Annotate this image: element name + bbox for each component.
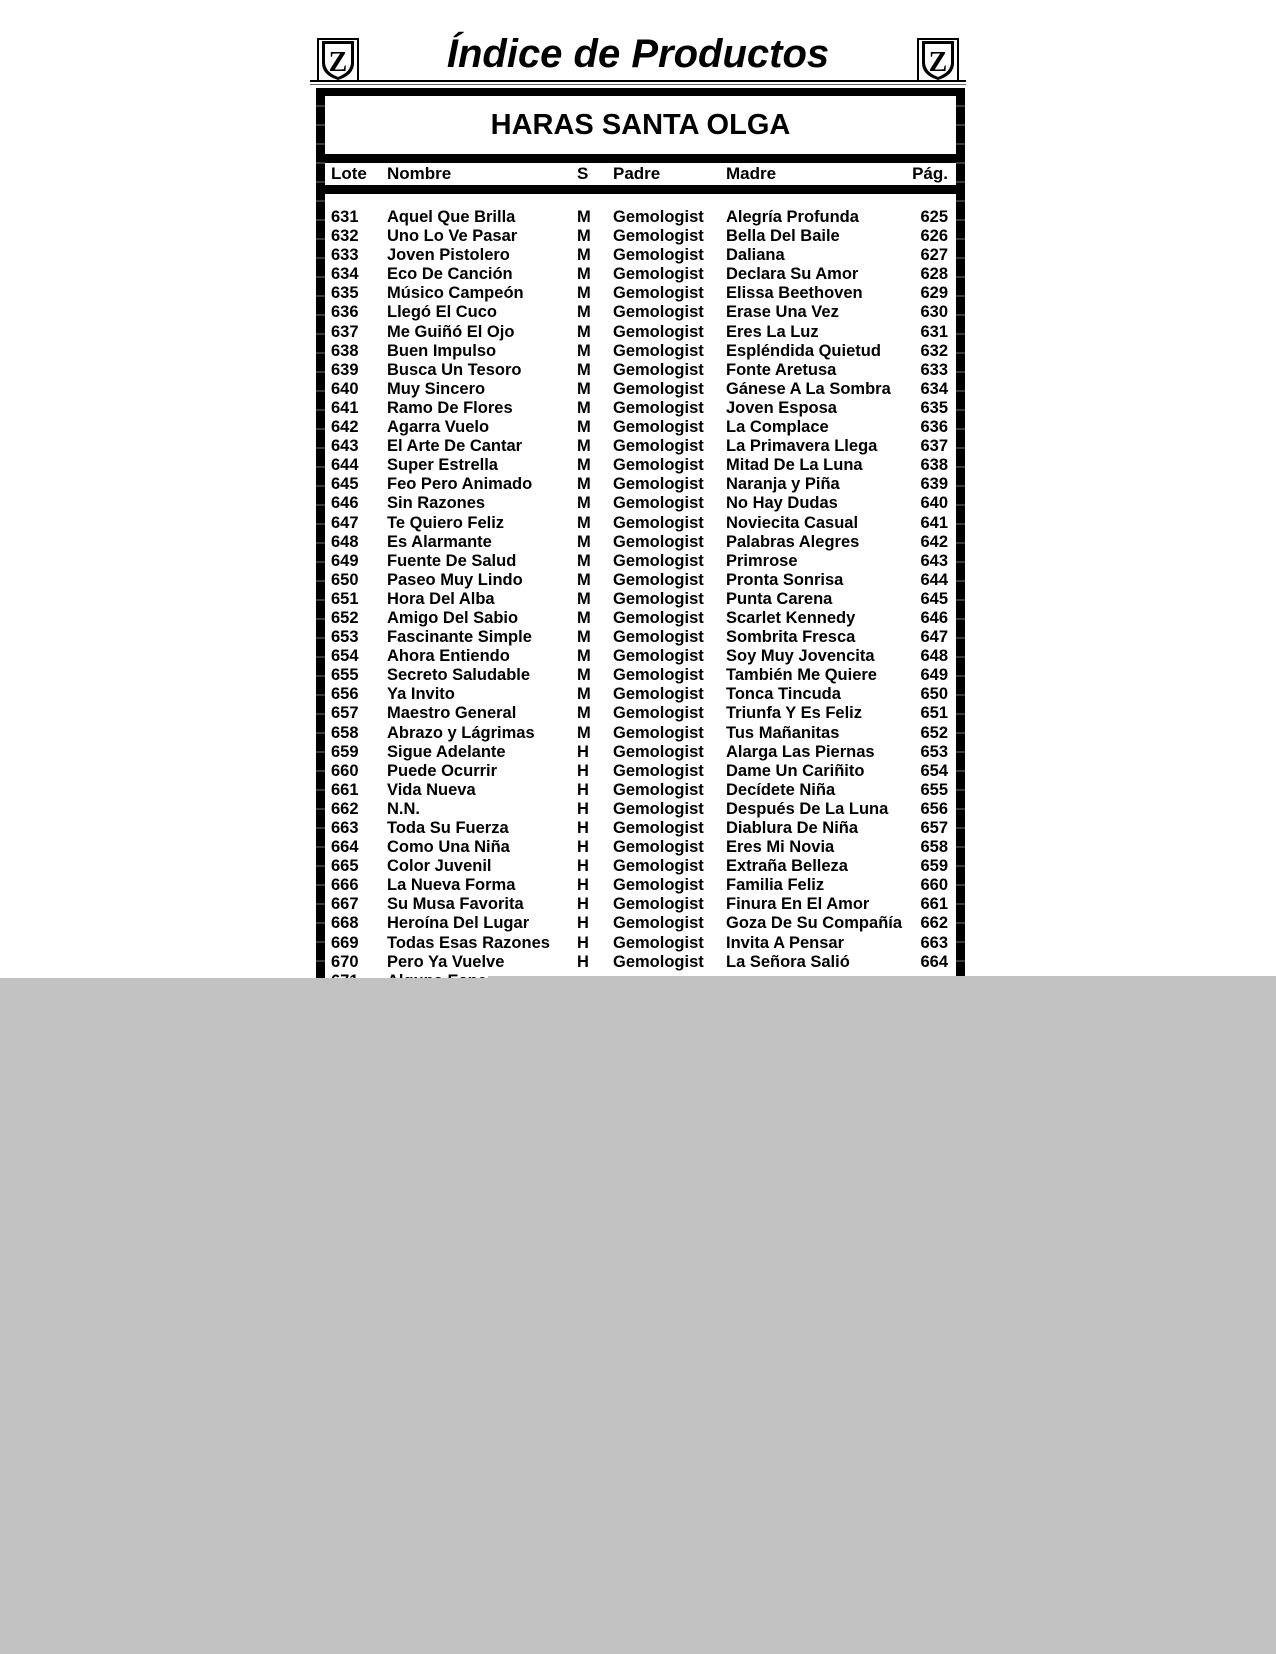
cell-padre: Gemologist bbox=[613, 398, 704, 417]
header-rule bbox=[310, 84, 966, 85]
cell-padre: Gemologist bbox=[613, 857, 704, 876]
cell-sexo: M bbox=[577, 723, 591, 742]
table-row bbox=[325, 781, 956, 800]
cell-sexo: M bbox=[577, 227, 591, 246]
table-row bbox=[325, 895, 956, 914]
cell-nombre: Todas Esas Razones bbox=[387, 933, 550, 952]
cell-madre: Scarlet Kennedy bbox=[726, 608, 856, 627]
cell-lote: 660 bbox=[331, 761, 359, 780]
cell-madre: Eres Mi Novia bbox=[726, 838, 835, 857]
cell-sexo: M bbox=[577, 570, 591, 589]
cell-nombre: Ya Invito bbox=[387, 685, 455, 704]
cell-pagina: 647 bbox=[920, 628, 948, 647]
cell-lote: 649 bbox=[331, 551, 359, 570]
cell-sexo: H bbox=[577, 742, 589, 761]
table-row bbox=[325, 533, 956, 552]
cell-lote: 644 bbox=[331, 456, 359, 475]
table-row bbox=[325, 953, 956, 972]
cell-nombre: Muy Sincero bbox=[387, 379, 486, 398]
cell-madre: La Primavera Llega bbox=[726, 437, 878, 456]
cell-nombre: Color Juvenil bbox=[387, 857, 492, 876]
cell-lote: 643 bbox=[331, 437, 359, 456]
cell-nombre: Agarra Vuelo bbox=[387, 418, 490, 437]
cell-sexo: M bbox=[577, 341, 591, 360]
cell-nombre: Hora Del Alba bbox=[387, 589, 495, 608]
cell-lote: 664 bbox=[331, 838, 359, 857]
cell-nombre: Es Alarmante bbox=[387, 532, 492, 551]
table-row bbox=[325, 361, 956, 380]
cell-nombre: Pero Ya Vuelve bbox=[387, 952, 505, 971]
cell-lote: 647 bbox=[331, 513, 359, 532]
table-row bbox=[325, 876, 956, 895]
cell-padre: Gemologist bbox=[613, 494, 704, 513]
cell-lote: 654 bbox=[331, 647, 359, 666]
cell-madre: Decídete Niña bbox=[726, 780, 836, 799]
cell-madre: Pronta Sonrisa bbox=[726, 570, 844, 589]
cell-padre: Gemologist bbox=[613, 246, 704, 265]
column-header-nombre: Nombre bbox=[387, 164, 452, 183]
page-title: Índice de Productos bbox=[446, 32, 830, 76]
table-row bbox=[325, 437, 956, 456]
cell-nombre: Fascinante Simple bbox=[387, 628, 532, 647]
cell-lote: 635 bbox=[331, 284, 359, 303]
page-header bbox=[310, 30, 966, 86]
cell-nombre: El Arte De Cantar bbox=[387, 437, 523, 456]
cell-nombre: Te Quiero Feliz bbox=[387, 513, 505, 532]
cell-nombre: Sigue Adelante bbox=[387, 742, 506, 761]
cell-pagina: 629 bbox=[920, 284, 948, 303]
cell-nombre: Toda Su Fuerza bbox=[387, 819, 509, 837]
cell-lote: 670 bbox=[331, 952, 359, 971]
cell-nombre: Secreto Saludable bbox=[387, 666, 531, 685]
cell-lote: 663 bbox=[331, 819, 359, 837]
cell-madre: Bella Del Baile bbox=[726, 227, 840, 246]
cell-padre: Gemologist bbox=[613, 704, 704, 723]
table-row bbox=[325, 685, 956, 704]
cell-pagina: 639 bbox=[920, 475, 948, 494]
cell-pagina: 659 bbox=[920, 857, 948, 876]
cell-pagina: 655 bbox=[920, 780, 948, 799]
cell-pagina: 634 bbox=[920, 379, 948, 398]
cell-nombre: Fuente De Salud bbox=[387, 551, 517, 570]
cell-sexo: M bbox=[577, 456, 591, 475]
cell-madre: Extraña Belleza bbox=[726, 857, 848, 876]
cell-madre: Punta Carena bbox=[726, 589, 833, 608]
cell-madre: Declara Su Amor bbox=[726, 265, 859, 284]
cell-sexo: H bbox=[577, 933, 589, 952]
cell-padre: Gemologist bbox=[613, 208, 704, 226]
cell-madre: Dame Un Cariñito bbox=[726, 761, 865, 780]
cell-pagina: 662 bbox=[920, 914, 948, 933]
gray-overlay bbox=[0, 978, 1276, 1654]
cell-lote: 661 bbox=[331, 780, 359, 799]
cell-nombre: Su Musa Favorita bbox=[387, 895, 524, 914]
cell-padre: Gemologist bbox=[613, 532, 704, 551]
cell-padre: Gemologist bbox=[613, 570, 704, 589]
cell-sexo: M bbox=[577, 532, 591, 551]
cell-lote: 650 bbox=[331, 570, 359, 589]
cell-madre: Naranja y Piña bbox=[726, 475, 840, 494]
table-row bbox=[325, 323, 956, 342]
cell-madre: Familia Feliz bbox=[726, 876, 825, 895]
cell-pagina: 652 bbox=[920, 723, 948, 742]
cell-pagina: 641 bbox=[920, 513, 948, 532]
cell-madre: La Complace bbox=[726, 418, 829, 437]
cell-lote: 653 bbox=[331, 628, 359, 647]
cell-padre: Gemologist bbox=[613, 666, 704, 685]
cell-nombre: Uno Lo Ve Pasar bbox=[387, 227, 518, 246]
cell-padre: Gemologist bbox=[613, 227, 704, 246]
cell-padre: Gemologist bbox=[613, 284, 704, 303]
cell-pagina: 661 bbox=[920, 895, 948, 914]
cell-lote: 655 bbox=[331, 666, 359, 685]
cell-padre: Gemologist bbox=[613, 780, 704, 799]
cell-madre: No Hay Dudas bbox=[726, 494, 838, 513]
cell-padre: Gemologist bbox=[613, 628, 704, 647]
cell-lote: 638 bbox=[331, 341, 359, 360]
table-row bbox=[325, 762, 956, 781]
cell-sexo: M bbox=[577, 628, 591, 647]
cell-madre: Daliana bbox=[726, 246, 785, 265]
cell-lote: 648 bbox=[331, 532, 359, 551]
table-row bbox=[325, 800, 956, 819]
cell-pagina: 625 bbox=[920, 208, 948, 226]
column-header-pagina: Pág. bbox=[912, 164, 948, 183]
cell-sexo: H bbox=[577, 952, 589, 971]
cell-padre: Gemologist bbox=[613, 876, 704, 895]
table-row bbox=[325, 456, 956, 475]
cell-madre: Primrose bbox=[726, 551, 798, 570]
table-row bbox=[325, 514, 956, 533]
table-row bbox=[325, 743, 956, 762]
table-body bbox=[325, 208, 956, 991]
cell-lote: 657 bbox=[331, 704, 359, 723]
svg-text:Z: Z bbox=[928, 47, 948, 78]
cell-pagina: 643 bbox=[920, 551, 948, 570]
cell-sexo: M bbox=[577, 437, 591, 456]
cell-sexo: H bbox=[577, 914, 589, 933]
cell-madre: Después De La Luna bbox=[726, 799, 889, 818]
table-row bbox=[325, 914, 956, 933]
cell-pagina: 637 bbox=[920, 437, 948, 456]
cell-pagina: 638 bbox=[920, 456, 948, 475]
cell-padre: Gemologist bbox=[613, 723, 704, 742]
table-row bbox=[325, 475, 956, 494]
cell-madre: Fonte Aretusa bbox=[726, 360, 837, 379]
cell-nombre: Aquel Que Brilla bbox=[387, 208, 516, 226]
cell-padre: Gemologist bbox=[613, 608, 704, 627]
cell-sexo: M bbox=[577, 379, 591, 398]
header-rule bbox=[310, 80, 966, 82]
table-row bbox=[325, 552, 956, 571]
cell-pagina: 656 bbox=[920, 799, 948, 818]
cell-nombre: Maestro General bbox=[387, 704, 517, 723]
cell-pagina: 660 bbox=[920, 876, 948, 895]
cell-madre: Joven Esposa bbox=[726, 398, 837, 417]
cell-padre: Gemologist bbox=[613, 513, 704, 532]
cell-lote: 656 bbox=[331, 685, 359, 704]
cell-madre: Palabras Alegres bbox=[726, 532, 860, 551]
cell-pagina: 651 bbox=[920, 704, 948, 723]
cell-padre: Gemologist bbox=[613, 933, 704, 952]
cell-nombre: Músico Campeón bbox=[387, 284, 524, 303]
cell-pagina: 635 bbox=[920, 398, 948, 417]
cell-madre: Elissa Beethoven bbox=[726, 284, 863, 303]
cell-pagina: 650 bbox=[920, 685, 948, 704]
cell-sexo: H bbox=[577, 876, 589, 895]
cell-pagina: 664 bbox=[920, 952, 948, 971]
cell-lote: 667 bbox=[331, 895, 359, 914]
divider-band bbox=[325, 185, 956, 194]
cell-lote: 641 bbox=[331, 398, 359, 417]
cell-nombre: Ahora Entiendo bbox=[387, 647, 510, 666]
cell-nombre: Abrazo y Lágrimas bbox=[387, 723, 535, 742]
table-row bbox=[325, 208, 956, 227]
company-name: HARAS SANTA OLGA bbox=[490, 109, 791, 141]
cell-sexo: M bbox=[577, 208, 591, 226]
cell-padre: Gemologist bbox=[613, 551, 704, 570]
table-row bbox=[325, 819, 956, 838]
table-row bbox=[325, 934, 956, 953]
cell-lote: 632 bbox=[331, 227, 359, 246]
cell-madre: Tus Mañanitas bbox=[726, 723, 840, 742]
cell-padre: Gemologist bbox=[613, 647, 704, 666]
cell-lote: 640 bbox=[331, 379, 359, 398]
cell-sexo: M bbox=[577, 475, 591, 494]
cell-lote: 666 bbox=[331, 876, 359, 895]
table-row bbox=[325, 666, 956, 685]
cell-madre: Erase Una Vez bbox=[726, 303, 839, 322]
cell-nombre: Busca Un Tesoro bbox=[387, 360, 522, 379]
cell-pagina: 657 bbox=[920, 819, 948, 837]
cell-sexo: M bbox=[577, 322, 591, 341]
cell-nombre: Amigo Del Sabio bbox=[387, 608, 519, 627]
cell-padre: Gemologist bbox=[613, 761, 704, 780]
table-row bbox=[325, 246, 956, 265]
cell-lote: 651 bbox=[331, 589, 359, 608]
table-row bbox=[325, 571, 956, 590]
cell-madre: Alarga Las Piernas bbox=[726, 742, 875, 761]
cell-sexo: M bbox=[577, 303, 591, 322]
cell-nombre: La Nueva Forma bbox=[387, 876, 516, 895]
cell-padre: Gemologist bbox=[613, 952, 704, 971]
cell-nombre: Buen Impulso bbox=[387, 341, 497, 360]
cell-nombre: Paseo Muy Lindo bbox=[387, 570, 523, 589]
cell-madre: Triunfa Y Es Feliz bbox=[726, 704, 863, 723]
column-header-row bbox=[325, 163, 956, 185]
cell-lote: 669 bbox=[331, 933, 359, 952]
cell-nombre: Puede Ocurrir bbox=[387, 761, 498, 780]
cell-padre: Gemologist bbox=[613, 456, 704, 475]
column-header-lote: Lote bbox=[331, 164, 367, 183]
column-header-padre: Padre bbox=[613, 164, 661, 183]
table-row bbox=[325, 227, 956, 246]
cell-nombre: Me Guiñó El Ojo bbox=[387, 322, 515, 341]
table-row bbox=[325, 628, 956, 647]
cell-pagina: 649 bbox=[920, 666, 948, 685]
table-row bbox=[325, 838, 956, 857]
cell-sexo: M bbox=[577, 494, 591, 513]
cell-pagina: 663 bbox=[920, 933, 948, 952]
table-row bbox=[325, 380, 956, 399]
column-header-madre: Madre bbox=[726, 164, 777, 183]
table-row bbox=[325, 724, 956, 743]
cell-lote: 631 bbox=[331, 208, 359, 226]
cell-lote: 668 bbox=[331, 914, 359, 933]
cell-madre: Goza De Su Compañía bbox=[726, 914, 903, 933]
cell-sexo: M bbox=[577, 513, 591, 532]
cell-nombre: Vida Nueva bbox=[387, 780, 476, 799]
cell-padre: Gemologist bbox=[613, 437, 704, 456]
cell-sexo: H bbox=[577, 799, 589, 818]
cell-madre: Invita A Pensar bbox=[726, 933, 844, 952]
cell-madre: Noviecita Casual bbox=[726, 513, 859, 532]
table-row bbox=[325, 342, 956, 361]
cell-pagina: 640 bbox=[920, 494, 948, 513]
cell-pagina: 658 bbox=[920, 838, 948, 857]
cell-sexo: M bbox=[577, 265, 591, 284]
cell-padre: Gemologist bbox=[613, 341, 704, 360]
cell-sexo: H bbox=[577, 857, 589, 876]
divider-band bbox=[325, 154, 956, 163]
cell-nombre: N.N. bbox=[387, 799, 420, 818]
cell-pagina: 645 bbox=[920, 589, 948, 608]
cell-nombre: Joven Pistolero bbox=[387, 246, 510, 265]
cell-pagina: 630 bbox=[920, 303, 948, 322]
cell-pagina: 633 bbox=[920, 360, 948, 379]
cell-padre: Gemologist bbox=[613, 685, 704, 704]
cell-sexo: M bbox=[577, 551, 591, 570]
cell-sexo: M bbox=[577, 608, 591, 627]
cell-madre: Eres La Luz bbox=[726, 322, 819, 341]
cell-pagina: 654 bbox=[920, 761, 948, 780]
table-row bbox=[325, 590, 956, 609]
cell-madre: Mitad De La Luna bbox=[726, 456, 863, 475]
cell-lote: 659 bbox=[331, 742, 359, 761]
cell-sexo: M bbox=[577, 666, 591, 685]
cell-sexo: M bbox=[577, 398, 591, 417]
cell-lote: 637 bbox=[331, 322, 359, 341]
cell-sexo: H bbox=[577, 780, 589, 799]
table-row bbox=[325, 418, 956, 437]
shield-logo-icon bbox=[914, 33, 962, 83]
cell-lote: 645 bbox=[331, 475, 359, 494]
cell-sexo: M bbox=[577, 589, 591, 608]
cell-sexo: M bbox=[577, 284, 591, 303]
cell-lote: 634 bbox=[331, 265, 359, 284]
cell-lote: 646 bbox=[331, 494, 359, 513]
cell-pagina: 646 bbox=[920, 608, 948, 627]
cell-padre: Gemologist bbox=[613, 895, 704, 914]
cell-pagina: 632 bbox=[920, 341, 948, 360]
cell-nombre: Llegó El Cuco bbox=[387, 303, 498, 322]
cell-nombre: Eco De Canción bbox=[387, 265, 513, 284]
cell-lote: 633 bbox=[331, 246, 359, 265]
cell-madre: Diablura De Niña bbox=[726, 819, 859, 837]
cell-sexo: M bbox=[577, 360, 591, 379]
cell-sexo: M bbox=[577, 685, 591, 704]
table-row bbox=[325, 284, 956, 303]
cell-nombre: Feo Pero Animado bbox=[387, 475, 533, 494]
cell-madre: Alegría Profunda bbox=[726, 208, 859, 226]
cell-lote: 658 bbox=[331, 723, 359, 742]
cell-lote: 639 bbox=[331, 360, 359, 379]
cell-lote: 665 bbox=[331, 857, 359, 876]
cell-sexo: M bbox=[577, 704, 591, 723]
cell-madre: La Señora Salió bbox=[726, 952, 850, 971]
cell-nombre: Ramo De Flores bbox=[387, 398, 513, 417]
cell-madre: Tonca Tincuda bbox=[726, 685, 841, 704]
table-row bbox=[325, 494, 956, 513]
cell-padre: Gemologist bbox=[613, 475, 704, 494]
cell-pagina: 653 bbox=[920, 742, 948, 761]
cell-sexo: H bbox=[577, 838, 589, 857]
table-row bbox=[325, 265, 956, 284]
cell-padre: Gemologist bbox=[613, 819, 704, 837]
cell-madre: También Me Quiere bbox=[726, 666, 877, 685]
cell-madre: Gánese A La Sombra bbox=[726, 379, 891, 398]
column-header-sexo: S bbox=[577, 164, 589, 183]
cell-padre: Gemologist bbox=[613, 322, 704, 341]
cell-padre: Gemologist bbox=[613, 838, 704, 857]
cell-madre: Soy Muy Jovencita bbox=[726, 647, 875, 666]
cell-pagina: 627 bbox=[920, 246, 948, 265]
cell-pagina: 628 bbox=[920, 265, 948, 284]
cell-nombre: Super Estrella bbox=[387, 456, 498, 475]
cell-pagina: 644 bbox=[920, 570, 948, 589]
cell-pagina: 648 bbox=[920, 647, 948, 666]
table-row bbox=[325, 609, 956, 628]
table-row bbox=[325, 399, 956, 418]
cell-nombre: Heroína Del Lugar bbox=[387, 914, 530, 933]
cell-sexo: M bbox=[577, 246, 591, 265]
cell-sexo: H bbox=[577, 819, 589, 837]
cell-lote: 662 bbox=[331, 799, 359, 818]
cell-madre: Espléndida Quietud bbox=[726, 341, 881, 360]
cell-madre: Finura En El Amor bbox=[726, 895, 870, 914]
cell-padre: Gemologist bbox=[613, 914, 704, 933]
cell-pagina: 626 bbox=[920, 227, 948, 246]
cell-padre: Gemologist bbox=[613, 418, 704, 437]
table-row bbox=[325, 303, 956, 322]
cell-padre: Gemologist bbox=[613, 379, 704, 398]
cell-pagina: 631 bbox=[920, 322, 948, 341]
cell-sexo: M bbox=[577, 647, 591, 666]
cell-madre: Sombrita Fresca bbox=[726, 628, 856, 647]
cell-lote: 642 bbox=[331, 418, 359, 437]
cell-nombre: Como Una Niña bbox=[387, 838, 510, 857]
svg-text:Z: Z bbox=[328, 47, 348, 78]
cell-padre: Gemologist bbox=[613, 303, 704, 322]
cell-padre: Gemologist bbox=[613, 742, 704, 761]
table-row bbox=[325, 647, 956, 666]
cell-pagina: 642 bbox=[920, 532, 948, 551]
cell-sexo: H bbox=[577, 761, 589, 780]
cell-padre: Gemologist bbox=[613, 360, 704, 379]
cell-nombre: Sin Razones bbox=[387, 494, 486, 513]
cell-padre: Gemologist bbox=[613, 589, 704, 608]
cell-lote: 636 bbox=[331, 303, 359, 322]
cell-sexo: H bbox=[577, 895, 589, 914]
cell-pagina: 636 bbox=[920, 418, 948, 437]
cell-sexo: M bbox=[577, 418, 591, 437]
cell-lote: 652 bbox=[331, 608, 359, 627]
cell-padre: Gemologist bbox=[613, 799, 704, 818]
table-row bbox=[325, 704, 956, 723]
table-row bbox=[325, 857, 956, 876]
cell-padre: Gemologist bbox=[613, 265, 704, 284]
